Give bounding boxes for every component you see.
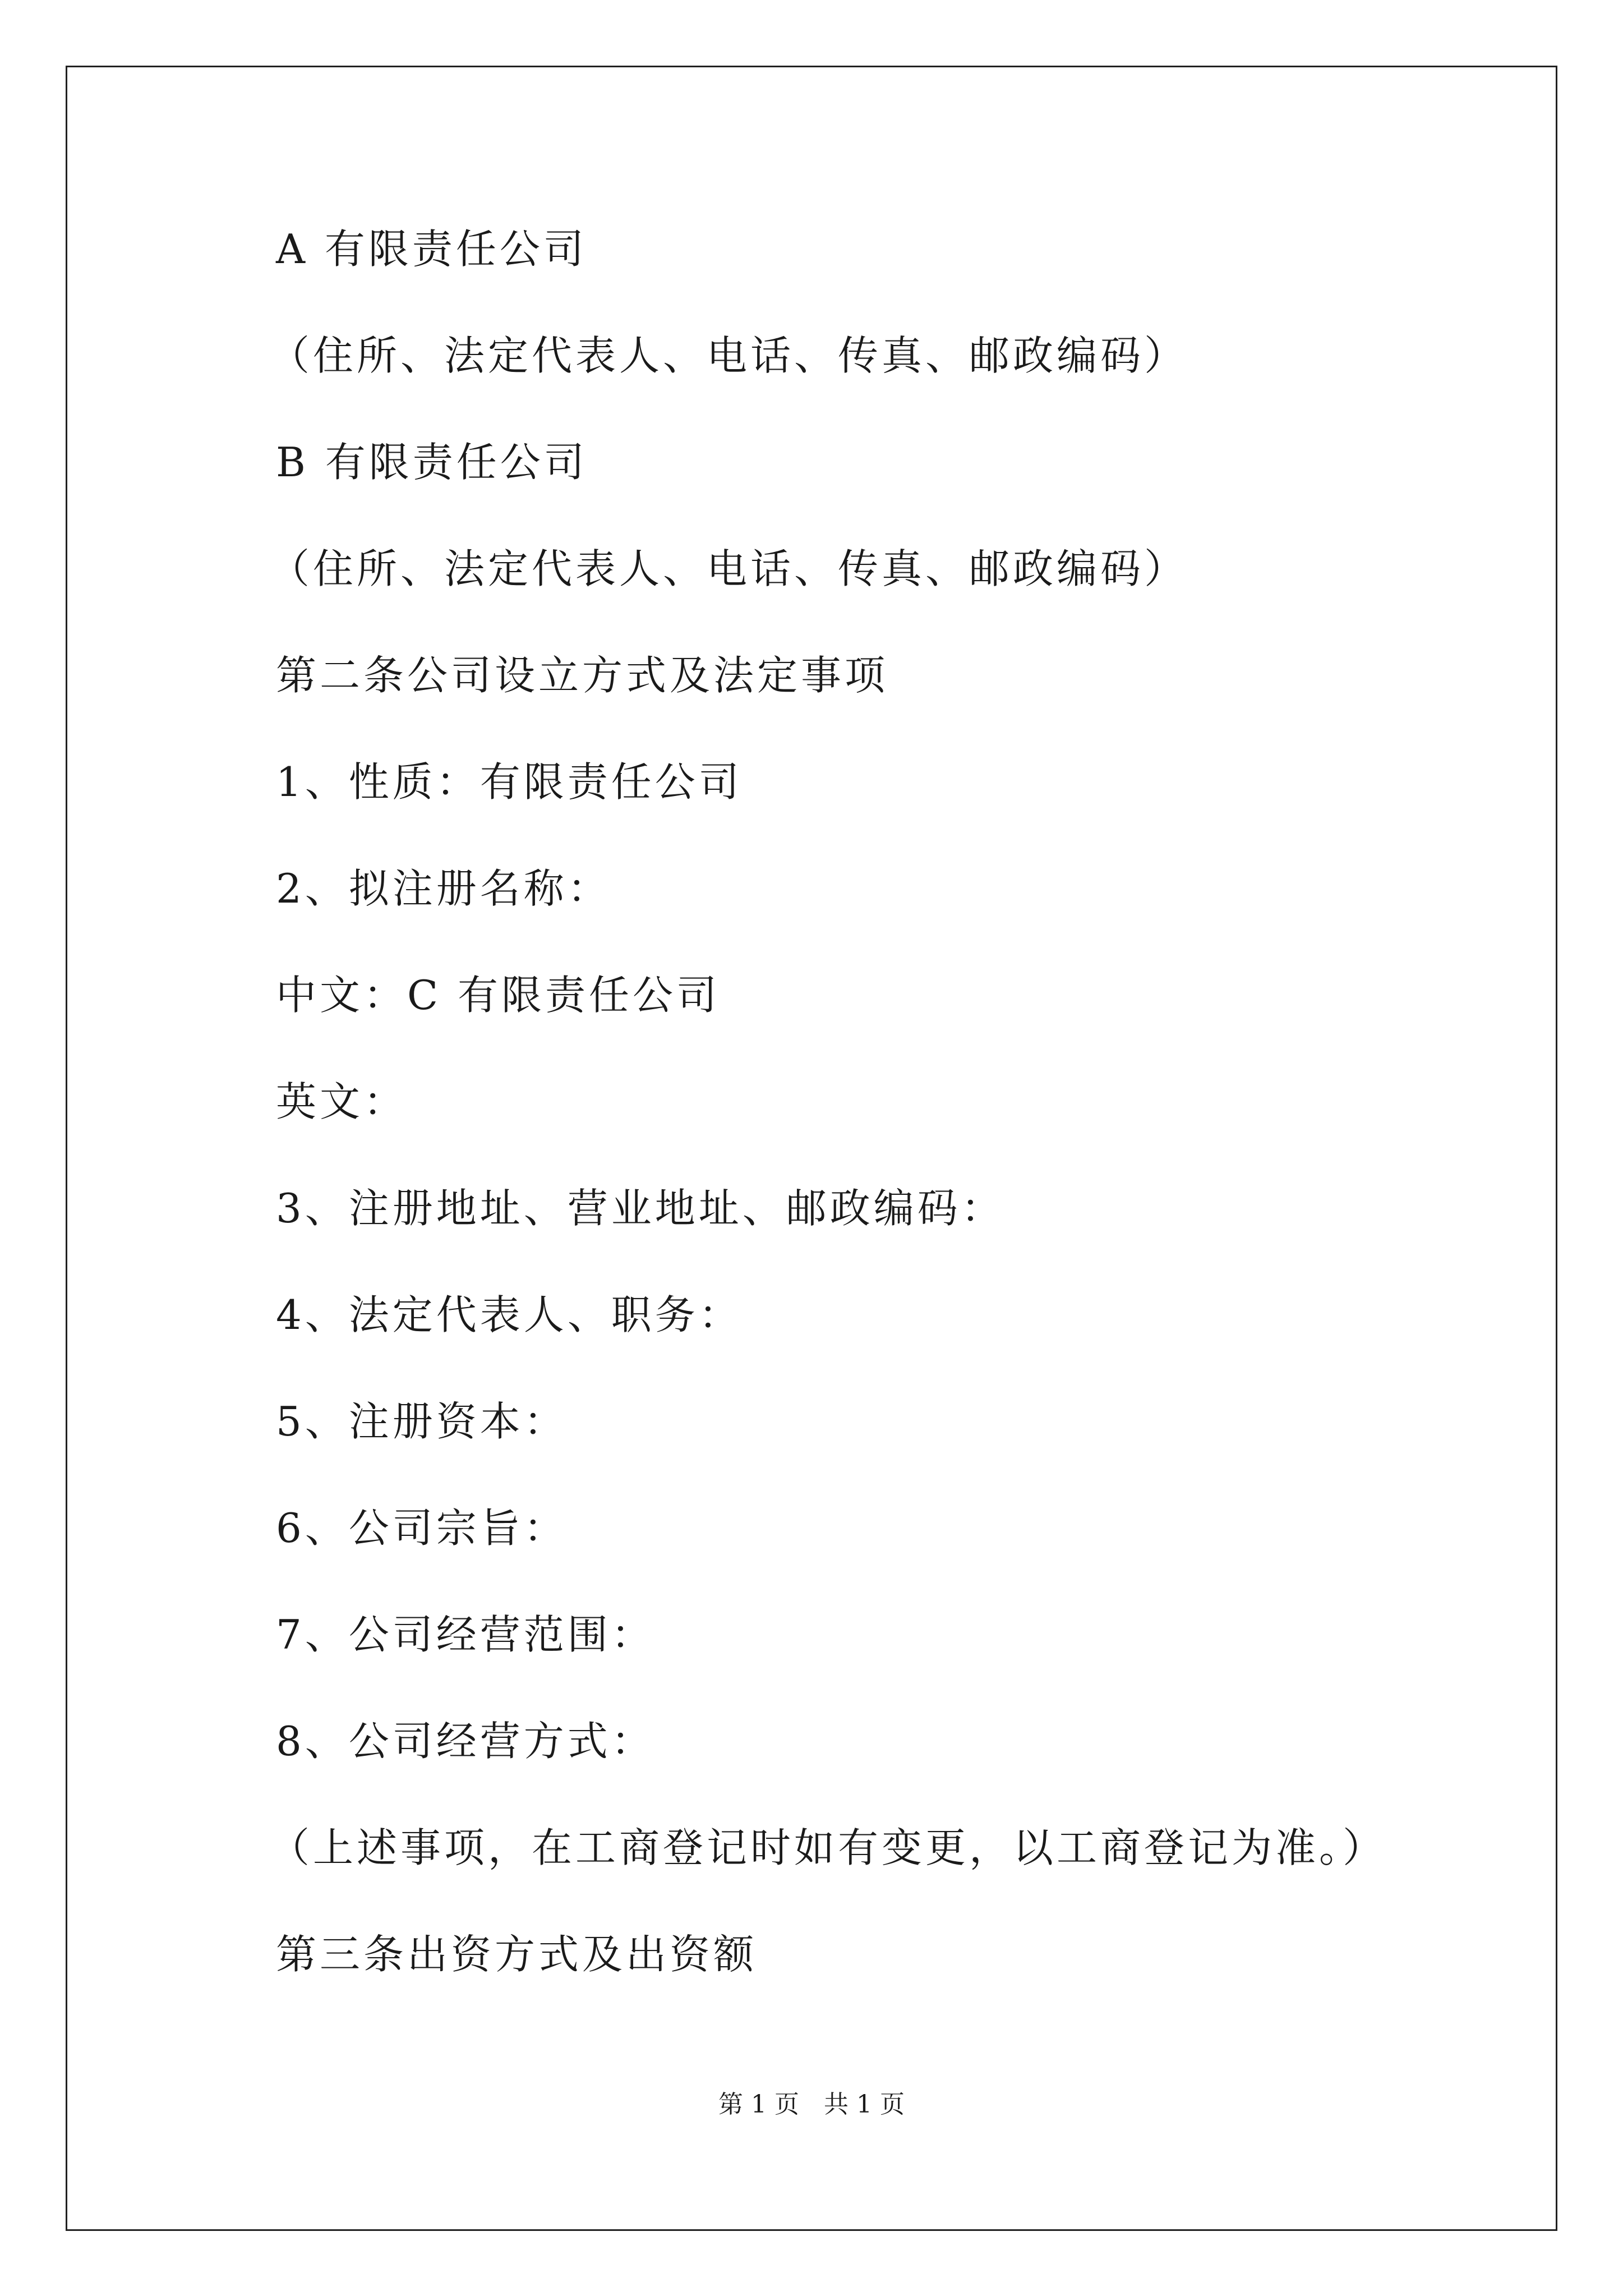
item-3-address: 3、注册地址、营业地址、邮政编码： — [276, 1185, 1005, 1232]
item-1-nature: 1、性质：有限责任公司 — [276, 758, 743, 806]
page-border — [66, 66, 1557, 2231]
article-2-heading: 第二条公司设立方式及法定事项 — [276, 652, 889, 699]
article-3-heading: 第三条出资方式及出资额 — [276, 1931, 758, 1978]
page-number-footer: 第 1 页 共 1 页 — [718, 2090, 905, 2119]
party-a-name: A 有限责任公司 — [276, 226, 587, 273]
party-b-name: B 有限责任公司 — [276, 439, 588, 486]
party-a-details: （住所、法定代表人、电话、传真、邮政编码） — [269, 332, 1188, 379]
english-name: 英文： — [276, 1078, 408, 1125]
item-4-legal-rep: 4、法定代表人、职务： — [276, 1291, 743, 1338]
item-5-capital: 5、注册资本： — [276, 1398, 568, 1445]
chinese-name: 中文：C 有限责任公司 — [276, 972, 720, 1019]
item-6-purpose: 6、公司宗旨： — [276, 1504, 568, 1552]
party-b-details: （住所、法定代表人、电话、传真、邮政编码） — [269, 545, 1188, 592]
registration-note: （上述事项，在工商登记时如有变更，以工商登记为准。） — [269, 1824, 1387, 1871]
item-2-proposed-name: 2、拟注册名称： — [276, 865, 611, 912]
item-8-mode: 8、公司经营方式： — [276, 1718, 655, 1765]
item-7-scope: 7、公司经营范围： — [276, 1611, 655, 1658]
